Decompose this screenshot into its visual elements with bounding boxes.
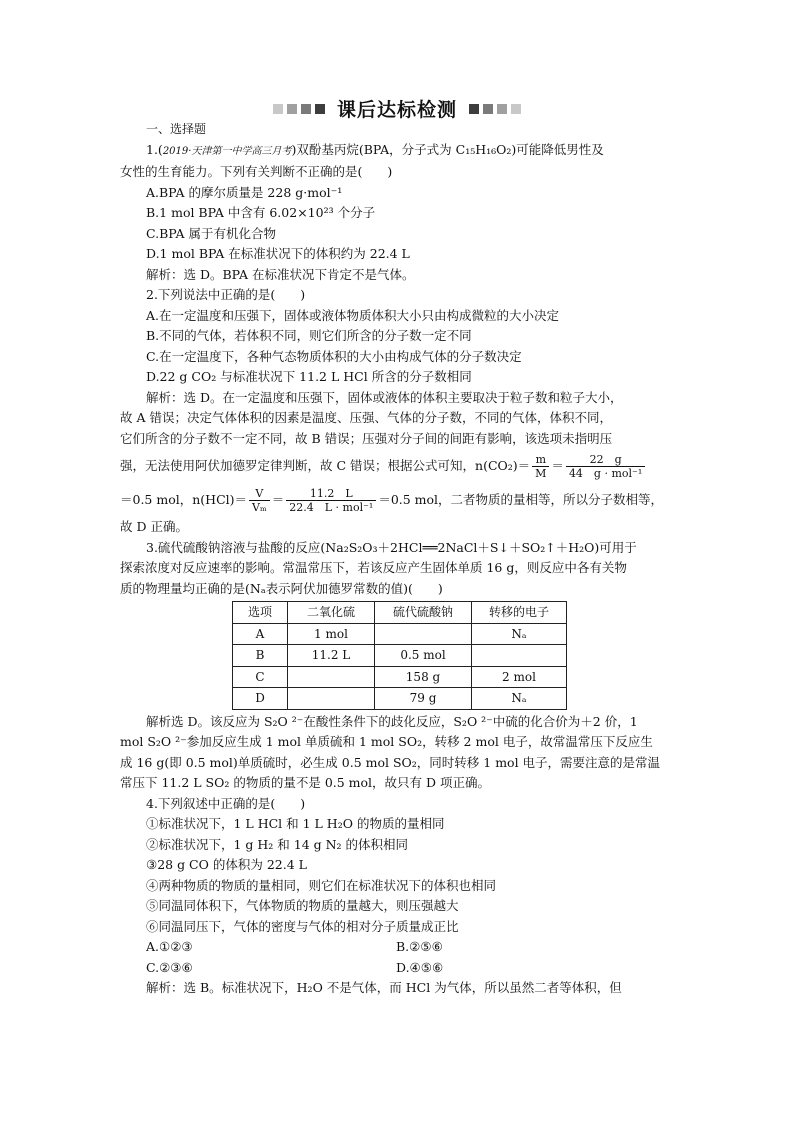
- table-cell: B: [233, 645, 288, 667]
- q3-analysis-line3: 成 16 g(即 0.5 mol)单质硫时，必生成 0.5 mol SO₂，同时转移 1 mol 电子，需要注意的是常温: [120, 754, 661, 770]
- q4-item-1: ①标准状况下，1 L HCl 和 1 L H₂O 的物质的量相同: [146, 816, 445, 831]
- table-cell: 158 g: [375, 666, 472, 688]
- q3-stem-line3: 质的物理量均正确的是(Nₐ表示阿伏加德罗常数的值)( ): [120, 580, 443, 596]
- q2-formula-line2-end: ＝0.5 mol，二者物质的量相等，所以分子数相等，: [378, 492, 664, 507]
- header-square-3: [301, 104, 311, 114]
- q4-stem: 4.下列叙述中正确的是( ): [146, 795, 306, 811]
- section-heading: 一、选择题: [146, 122, 207, 136]
- table-header-row: [233, 602, 567, 624]
- q4-item-2: ②标准状况下，1 g H₂ 和 14 g N₂ 的体积相同: [146, 836, 409, 852]
- q2-analysis-line1: 解析：选 D。在一定温度和压强下，固体或液体的体积主要取决于粒子数和粒子大小，: [146, 389, 623, 405]
- q2-n-co2: n(CO₂)＝: [475, 458, 531, 473]
- fraction-V-over-Vm: [249, 487, 270, 514]
- q1-stem-line1: [120, 140, 676, 163]
- q3-options-table: [232, 601, 567, 710]
- header-square-2: [287, 104, 297, 114]
- q1-option-c: C.BPA 属于有机化合物: [146, 225, 277, 241]
- q4-item-3: ③28 g CO 的体积为 22.4 L: [146, 857, 307, 872]
- page-title: 课后达标检测: [336, 99, 457, 121]
- q2-analysis-line3: 它们所含的分子数不一定不同，故 B 错误；压强对分子间的间距有影响，该选项未指明压: [120, 430, 613, 446]
- q3-analysis-line2: mol S₂O ²⁻参加反应生成 1 mol 单质硫和 1 mol SO₂，转移 2 mol 电子，故常温常压下反应生: [120, 734, 653, 749]
- q4-analysis: 解析：选 B。标准状况下，H₂O 不是气体，而 HCl 为气体，所以虽然二者等体积，但: [146, 980, 622, 995]
- table-cell: 2 mol: [472, 666, 567, 688]
- q2-option-d: D.22 g CO₂ 与标准状况下 11.2 L HCl 所含的分子数相同: [146, 369, 472, 384]
- frac-Vm: Vₘ: [252, 501, 267, 514]
- q4-choice-c: C.②③⑥: [146, 959, 193, 975]
- frac-44gmol: 44 g · mol⁻¹: [568, 467, 643, 480]
- q2-conclusion: 故 D 正确。: [120, 519, 188, 534]
- fraction-m-over-M: [532, 453, 549, 480]
- q4-choice-d: D.④⑤⑥: [396, 959, 444, 975]
- table-row: [233, 623, 567, 645]
- q4-item-5: ⑤同温同体积下，气体物质的物质的量越大，则压强越大: [146, 898, 459, 913]
- q2-option-c: C.在一定温度下，各种气态物质体积的大小由构成气体的分子数决定: [146, 348, 522, 364]
- q4-choice-b: B.②⑤⑥: [396, 939, 443, 954]
- header-square-7: [497, 104, 507, 114]
- table-cell: C: [233, 666, 288, 688]
- table-cell: [375, 623, 472, 645]
- fraction-22-over-44: [566, 453, 645, 480]
- q1-option-b: B.1 mol BPA 中含有 6.02×10²³ 个分子: [146, 205, 376, 220]
- table-cell: 0.5 mol: [375, 645, 472, 667]
- q3-analysis-line1: 解析选 D。该反应为 S₂O ²⁻在酸性条件下的歧化反应，S₂O ²⁻中硫的化合价为＋2 价，1: [146, 713, 638, 729]
- table-row: [233, 688, 567, 710]
- q1-stem-line2: 女性的生育能力。下列有关判断不正确的是( ): [120, 164, 393, 179]
- table-cell: 79 g: [375, 688, 472, 710]
- table-row: [233, 666, 567, 688]
- table-cell: 11.2 L: [288, 645, 375, 667]
- header-square-8: [511, 104, 521, 114]
- page-header: [0, 95, 794, 122]
- q1-analysis: 解析：选 D。BPA 在标准状况下肯定不是气体。: [146, 266, 415, 282]
- q4-choice-a: A.①②③: [146, 939, 193, 954]
- table-cell: [288, 688, 375, 710]
- q1-stem-text: )双酚基丙烷(BPA，分子式为 C₁₅H₁₆O₂)可能降低男性及: [291, 141, 604, 157]
- q1-option-a: A.BPA 的摩尔质量是 228 g·mol⁻¹: [146, 184, 343, 200]
- table-header-cell: 硫代硫酸钠: [375, 602, 472, 624]
- q2-analysis-line2: 故 A 错误；决定气体体积的因素是温度、压强、气体的分子数，不同的气体，体积不同，: [120, 410, 612, 425]
- table-cell: A: [233, 623, 288, 645]
- q1-source: 2019·天津第一中学高三月考: [162, 145, 292, 157]
- q2-formula-line2: ＝0.5 mol，n(HCl)＝ $\frac{V}{\text{Vₘ}}$ ＝ $\frac{11.2 L}{\text{22.4 L · mol⁻¹}}$ ＝0.5 mol，二者物质的量相等，所以分子数相等，: [120, 487, 664, 514]
- table-row: [233, 645, 567, 667]
- table-cell: D: [233, 688, 288, 710]
- q2-n-hcl: n(HCl)＝: [192, 492, 248, 507]
- q4-choices-row1: [120, 937, 676, 958]
- q4-item-6: ⑥同温同压下，气体的密度与气体的相对分子质量成正比: [146, 918, 459, 934]
- q2-option-a: A.在一定温度和压强下，固体或液体物质体积大小只由构成微粒的大小决定: [146, 307, 560, 323]
- q4-item-4: ④两种物质的物质的量相同，则它们在标准状况下的体积也相同: [146, 877, 497, 893]
- frac-M: M: [535, 467, 547, 480]
- header-square-5: [469, 104, 479, 114]
- frac-22Lmol: 22.4 L · mol⁻¹: [289, 501, 374, 514]
- fraction-11-over-22: [286, 487, 376, 514]
- q2-formula-line1: 强，无法使用阿伏加德罗定律判断，故 C 错误；根据公式可知，n(CO₂)＝ $\frac{m}{M}$ ＝ $\frac{22 g}{\text{44 g · mol⁻¹}}$: [120, 449, 676, 483]
- table-cell: 1 mol: [288, 623, 375, 645]
- table-header-cell: 二氧化硫: [288, 602, 375, 624]
- frac-m: m: [532, 453, 549, 467]
- q2-formula-line2-start: ＝0.5 mol，: [120, 492, 193, 507]
- q2-option-b: B.不同的气体，若体积不同，则它们所含的分子数一定不同: [146, 328, 472, 343]
- table-header-cell: 选项: [233, 602, 288, 624]
- header-square-1: [273, 104, 283, 114]
- content: [120, 119, 676, 999]
- q1-prefix: 1.(: [146, 141, 163, 157]
- q3-stem-line1: 3.硫代硫酸钠溶液与盐酸的反应(Na₂S₂O₃＋2HCl══2NaCl＋S↓＋SO₂↑＋H₂O)可用于: [146, 539, 637, 555]
- table-header-cell: 转移的电子: [472, 602, 567, 624]
- header-square-4: [315, 104, 325, 114]
- q4-choices-row2: [120, 958, 676, 979]
- q1-option-d: D.1 mol BPA 在标准状况下的体积约为 22.4 L: [146, 246, 410, 261]
- frac-22g: 22 g: [566, 453, 645, 467]
- frac-11L: 11.2 L: [286, 487, 376, 501]
- q2-stem: 2.下列说法中正确的是( ): [146, 287, 306, 302]
- table-cell: [288, 666, 375, 688]
- table-cell: [472, 645, 567, 667]
- q3-stem-line2: 探索浓度对反应速率的影响。常温常压下，若该反应产生固体单质 16 g，则反应中各有关物: [120, 560, 627, 575]
- table-cell: Nₐ: [472, 688, 567, 710]
- frac-V: V: [249, 487, 270, 501]
- table-cell: Nₐ: [472, 623, 567, 645]
- header-square-6: [483, 104, 493, 114]
- q3-analysis-line4: 常压下 11.2 L SO₂ 的物质的量不是 0.5 mol，故只有 D 项正确。: [120, 775, 491, 790]
- q2-formula-text: 强，无法使用阿伏加德罗定律判断，故 C 错误；根据公式可知，: [120, 458, 476, 473]
